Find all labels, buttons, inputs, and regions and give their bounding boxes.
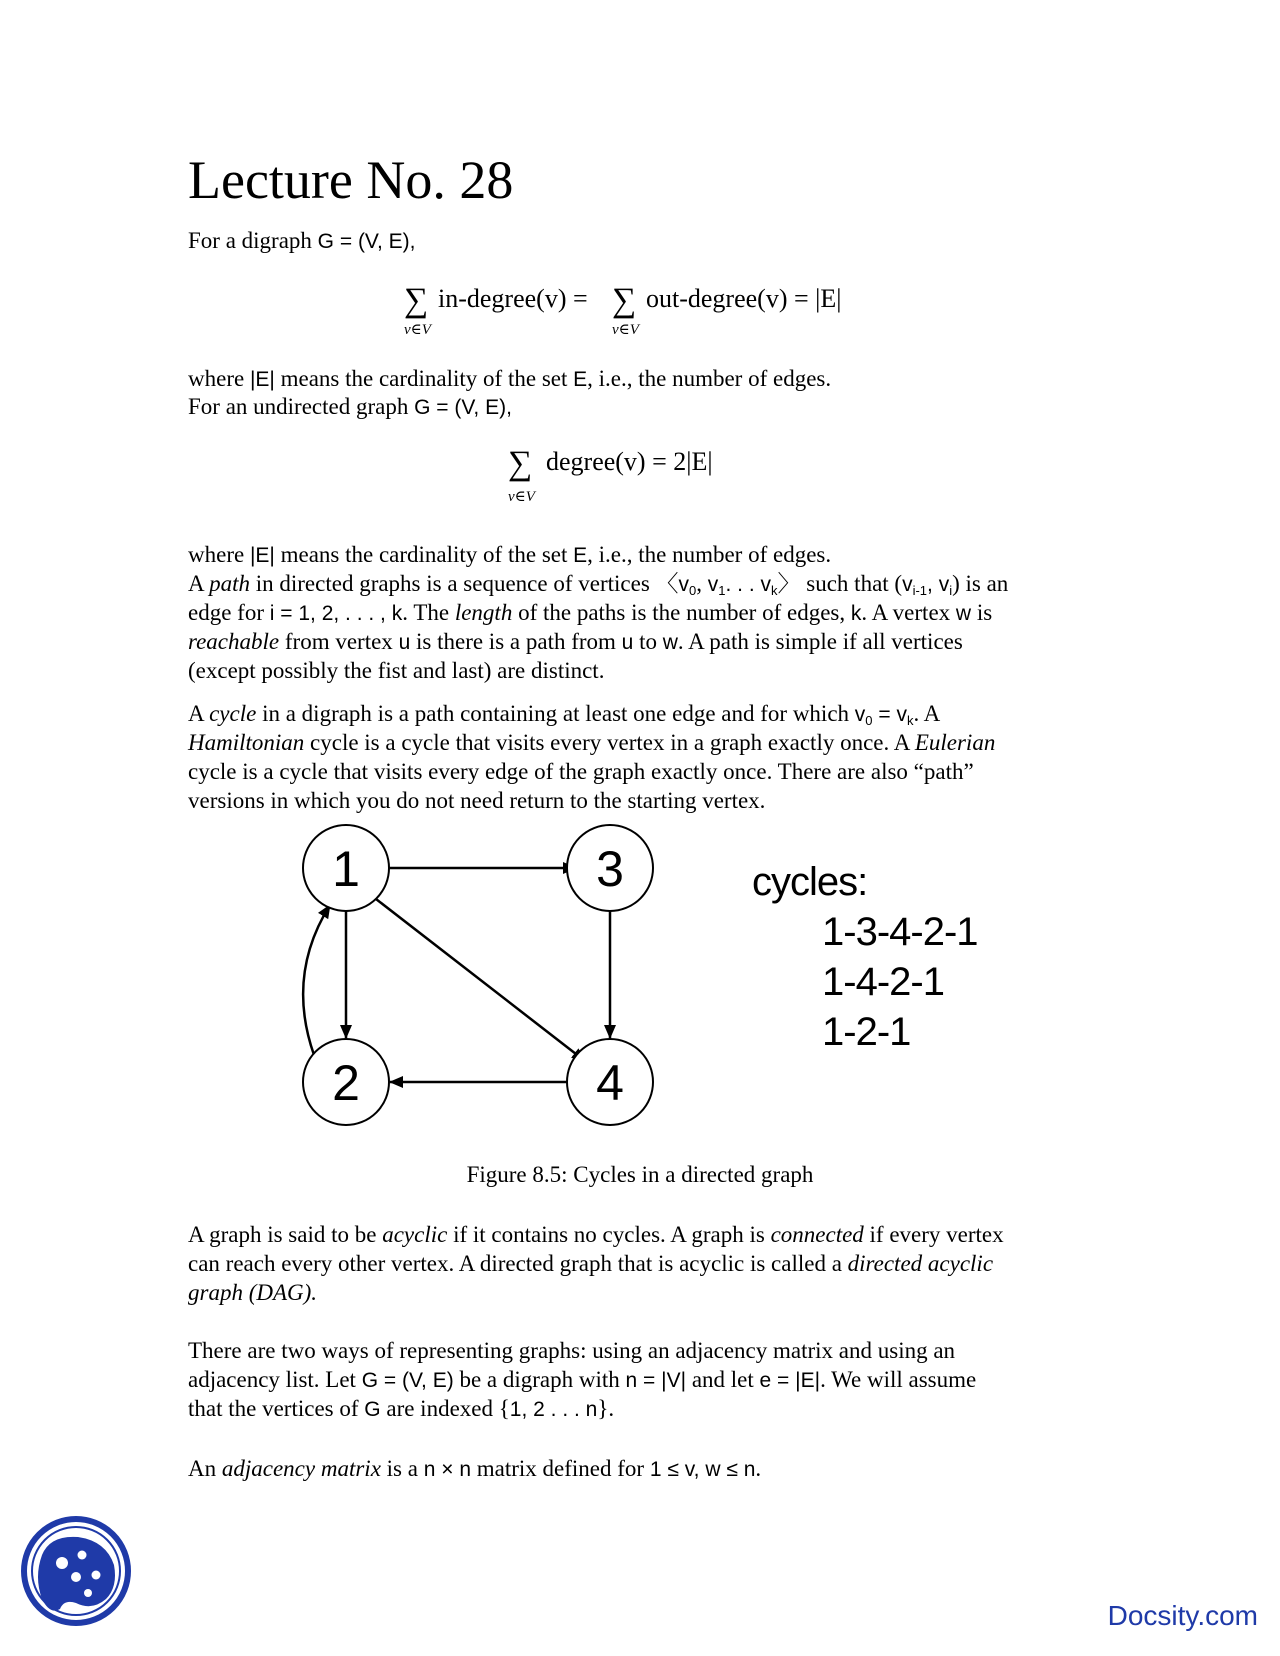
intro-line [188, 226, 416, 256]
sub: 0 [689, 583, 697, 598]
node-4 [567, 1039, 653, 1125]
repr-line-1: There are two ways of representing graphs: using an adjacency matrix and using an [188, 1338, 956, 1363]
eq2-body: degree(v) = 2|E| [546, 447, 713, 476]
eq1-under-2: v∈V [612, 322, 639, 338]
var: G = (V, E) [361, 1369, 454, 1392]
text: be a digraph with [453, 1367, 626, 1392]
acyclic-line-3 [188, 1278, 317, 1307]
cycles-title: cycles: [752, 860, 868, 904]
figure-caption: Figure 8.5: Cycles in a directed graph [466, 1162, 814, 1187]
cycle-line-3: cycle is a cycle that visits every edge of the graph exactly once. There are also “path” [188, 759, 974, 784]
var: w [662, 631, 678, 654]
text: are indexed { [380, 1396, 510, 1421]
text: ) is an [952, 571, 1009, 596]
var: n = |V| [625, 1369, 687, 1392]
undirected-line [188, 392, 512, 422]
text: edge for [188, 600, 270, 625]
text: . We will assume [820, 1367, 977, 1392]
var: 1 ≤ v, w ≤ n [649, 1458, 756, 1481]
intro-text: For a digraph [188, 228, 318, 253]
var: |E| [249, 544, 275, 567]
text: and let [686, 1367, 760, 1392]
term-eulerian: Eulerian [914, 730, 996, 755]
node-1 [303, 825, 389, 911]
docsity-logo-icon [20, 1515, 132, 1627]
text: , [696, 571, 708, 596]
cycle-line-4: versions in which you do not need return to the starting vertex. [188, 788, 766, 813]
sigma-2: ∑ [612, 282, 637, 319]
text: where [188, 366, 250, 391]
text: that the vertices of [188, 1396, 365, 1421]
text: from vertex [279, 629, 399, 654]
var: k [850, 602, 862, 625]
eq1-right: out-degree(v) = |E| [646, 284, 842, 313]
var: v [854, 703, 866, 726]
var: E [573, 544, 588, 567]
var: = v [872, 703, 907, 726]
cycle-item: 1-4-2-1 [822, 960, 944, 1004]
var: n × n [423, 1458, 472, 1481]
var: v [902, 573, 913, 596]
var: w [955, 602, 972, 625]
text: means the cardinality of the set [274, 366, 574, 391]
cycle-line-2 [188, 728, 995, 757]
adjacency-line [188, 1454, 761, 1484]
sub: i-1 [912, 583, 928, 598]
var: G [364, 1398, 381, 1421]
text: A graph is said to be [188, 1222, 383, 1247]
term-length: length [454, 600, 513, 625]
sigma-1: ∑ [404, 282, 429, 319]
edge-2-1 [303, 905, 330, 1055]
term-acyclic: acyclic [382, 1222, 448, 1247]
node-3 [567, 825, 653, 911]
text: of the paths is the number of edges, [512, 600, 851, 625]
term-reachable: reachable [188, 629, 280, 654]
term-dag-cont: graph (DAG). [188, 1280, 318, 1305]
acyclic-line-2 [188, 1249, 993, 1278]
text: where [188, 542, 250, 567]
text: in a digraph is a path containing at least one edge and for which [256, 701, 855, 726]
docsity-brand-link[interactable]: Docsity.com [1107, 1600, 1258, 1631]
var: E [573, 368, 588, 391]
term-path: path [209, 571, 250, 596]
eq1-left: in-degree(v) = [438, 284, 588, 313]
text: adjacency list. Let [188, 1367, 362, 1392]
eq2-under: v∈V [508, 489, 535, 505]
text: . A vertex [861, 600, 956, 625]
sub: 1 [718, 583, 726, 598]
term-dag: directed acyclic [847, 1251, 994, 1276]
intro-var: G = (V, E), [317, 230, 416, 253]
text: is there is a path from [410, 629, 622, 654]
sub: k [906, 713, 914, 728]
cardinality-line-1 [188, 364, 831, 394]
var: v [707, 573, 719, 596]
text: if it contains no cycles. A graph is [447, 1222, 771, 1247]
text: }. [597, 1396, 615, 1421]
text: to [633, 629, 663, 654]
term-adjacency-matrix: adjacency matrix [221, 1456, 381, 1481]
var: v [678, 573, 690, 596]
text: is [971, 600, 993, 625]
text: matrix defined for [471, 1456, 650, 1481]
sigma-3: ∑ [508, 445, 533, 482]
term-hamiltonian: Hamiltonian [188, 730, 305, 755]
var: |E| [249, 368, 275, 391]
sub: i [949, 583, 953, 598]
path-line-3 [188, 627, 963, 657]
page-title: Lecture No. 28 [188, 150, 514, 210]
repr-line-3 [188, 1394, 614, 1424]
text: . A [913, 701, 941, 726]
sub: k [771, 583, 778, 598]
text: means the cardinality of the set [274, 542, 574, 567]
var: u [621, 631, 634, 654]
text: if every vertex [863, 1222, 1004, 1247]
text: in directed graphs is a sequence of vertices 〈 [249, 571, 679, 596]
var: u [398, 631, 411, 654]
text: can reach every other vertex. A directed graph that is acyclic is called a [188, 1251, 848, 1276]
text: . A path is simple if all vertices [677, 629, 963, 654]
path-line-4: (except possibly the fist and last) are distinct. [188, 658, 605, 683]
sub: 0 [865, 713, 873, 728]
var: 1, 2 . . . n [509, 1398, 598, 1421]
node-label: 3 [596, 841, 624, 897]
text: An [188, 1456, 222, 1481]
text: A [188, 571, 210, 596]
cycle-item: 1-2-1 [822, 1010, 911, 1054]
text: For an undirected graph [188, 394, 415, 419]
text: , i.e., the number of edges. [587, 542, 832, 567]
var: G = (V, E), [414, 396, 512, 419]
acyclic-line-1 [188, 1220, 1004, 1249]
node-label: 2 [332, 1055, 360, 1111]
cardinality-line-2 [188, 540, 831, 570]
text: , i.e., the number of edges. [587, 366, 832, 391]
directed-graph-figure [300, 815, 680, 1135]
edge-1-4 [376, 899, 585, 1061]
text: A [188, 701, 210, 726]
text: 〉 such that ( [777, 571, 903, 596]
path-line-2 [188, 598, 992, 628]
text: cycle is a cycle that visits every vertex in a graph exactly once. A [304, 730, 915, 755]
term-cycle: cycle [209, 701, 257, 726]
text: . The [402, 600, 455, 625]
node-label: 1 [332, 841, 360, 897]
node-2 [303, 1039, 389, 1125]
repr-line-2 [188, 1365, 976, 1395]
var: i = 1, 2, . . . , k [269, 602, 403, 625]
text: . [755, 1456, 762, 1481]
eq1-under-1: v∈V [404, 322, 431, 338]
var: e = |E| [759, 1369, 821, 1392]
text: is a [380, 1456, 424, 1481]
cycle-item: 1-3-4-2-1 [822, 910, 978, 954]
node-label: 4 [596, 1055, 624, 1111]
var: , v [927, 573, 950, 596]
var: . . . v [725, 573, 772, 596]
term-connected: connected [770, 1222, 864, 1247]
